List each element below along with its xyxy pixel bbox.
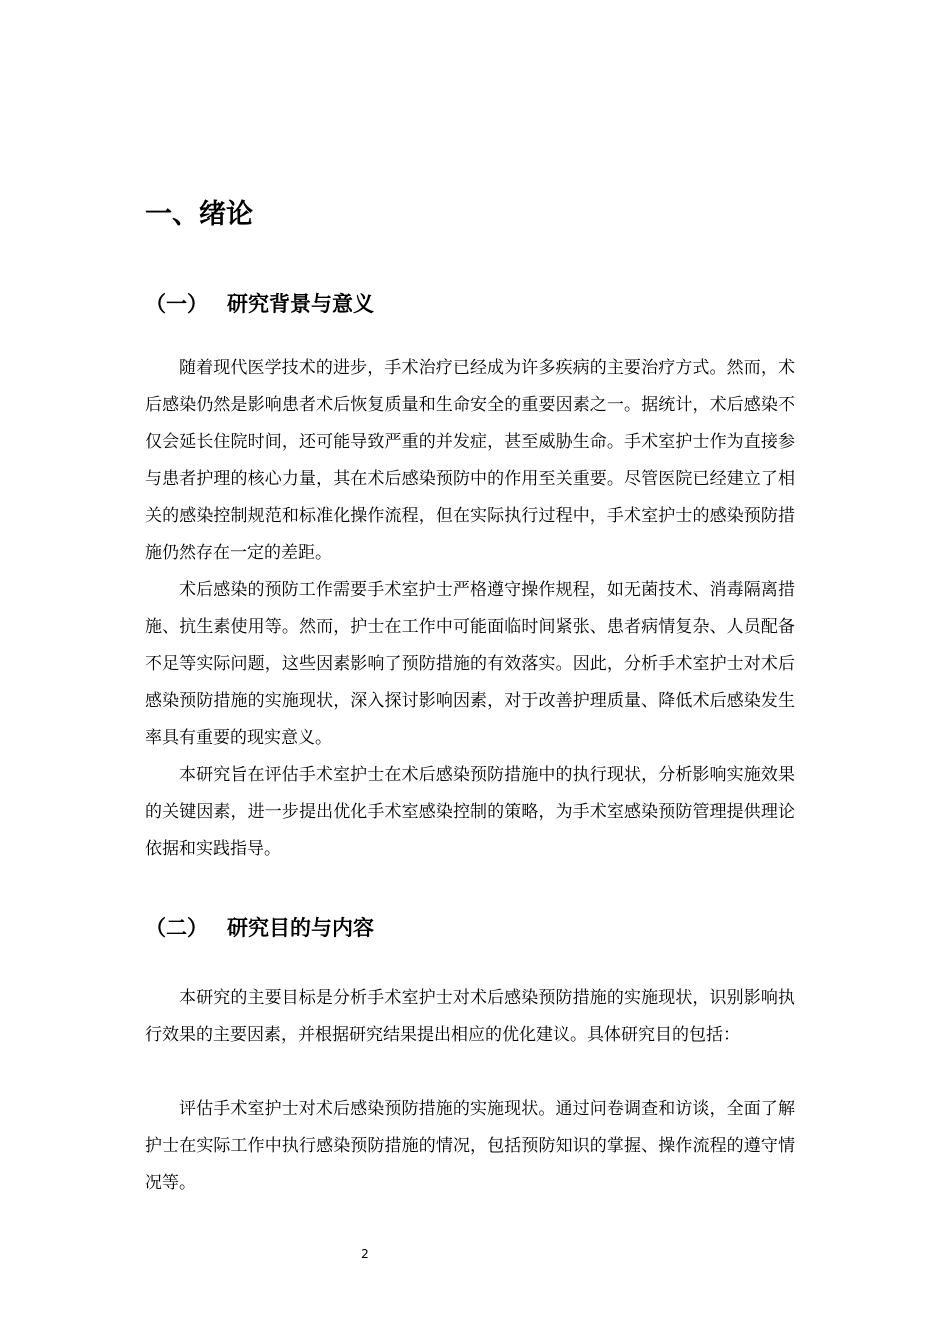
section-number: （一） (145, 292, 208, 316)
section-heading-1 (145, 289, 374, 319)
section-title: 研究背景与意义 (227, 292, 374, 316)
section-title: 研究目的与内容 (227, 916, 374, 940)
page-number: 2 (361, 1247, 369, 1261)
section-heading-2 (145, 913, 374, 943)
paragraph-2: 术后感染的预防工作需要手术室护士严格遵守操作规程，如无菌技术、消毒隔离措施、抗生素使用等。然而，护士在工作中可能面临时间紧张、患者病情复杂、人员配备不足等实际问题，这些因素影响了预防措施的有效落实。因此，分析手术室护士对术后感染预防措施的实施现状，深入探讨影响因素，对于改善护理质量、降低术后感染发生率具有重要的现实意义。 (145, 580, 795, 748)
paragraph-3: 本研究旨在评估手术室护士在术后感染预防措施中的执行现状，分析影响实施效果的关键因素，进一步提出优化手术室感染控制的策略，为手术室感染预防管理提供理论依据和实践指导。 (145, 765, 795, 859)
section-number: （二） (145, 916, 208, 940)
paragraph-5: 评估手术室护士对术后感染预防措施的实施现状。通过问卷调查和访谈，全面了解护士在实际工作中执行感染预防措施的情况，包括预防知识的掌握、操作流程的遵守情况等。 (145, 1099, 795, 1193)
paragraph-4: 本研究的主要目标是分析手术室护士对术后感染预防措施的实施现状，识别影响执行效果的主要因素，并根据研究结果提出相应的优化建议。具体研究目的包括： (145, 988, 795, 1045)
paragraph-1: 随着现代医学技术的进步，手术治疗已经成为许多疾病的主要治疗方式。然而，术后感染仍然是影响患者术后恢复质量和生命安全的重要因素之一。据统计，术后感染不仅会延长住院时间，还可能导致严重的并发症，甚至威胁生命。手术室护士作为直接参与患者护理的核心力量，其在术后感染预防中的作用至关重要。尽管医院已经建立了相关的感染控制规范和标准化操作流程，但在实际执行过程中，手术室护士的感染预防措施仍然存在一定的差距。 (145, 358, 795, 563)
chapter-title: 一、绪论 (145, 199, 253, 230)
